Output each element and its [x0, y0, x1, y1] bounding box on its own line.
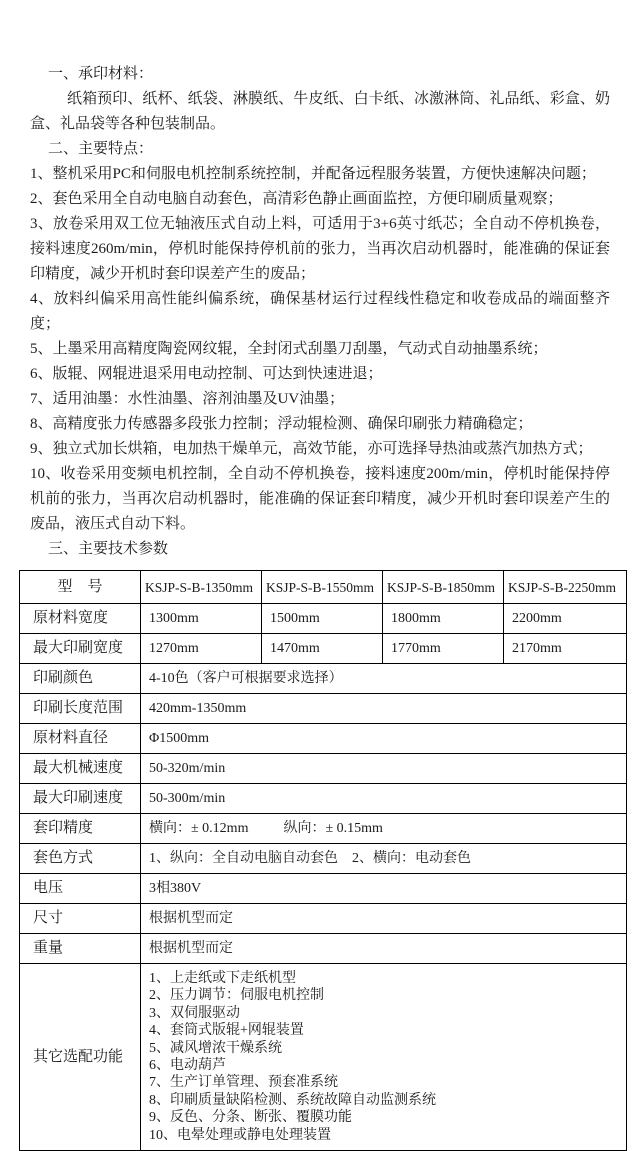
spec-value: 1770mm — [383, 634, 504, 664]
option-item-10: 10、电晕处理或静电处理装置 — [149, 1127, 331, 1143]
section3-heading: 三、主要技术参数 — [48, 541, 169, 557]
spec-label: 电压 — [20, 874, 141, 904]
feature-item-1: 1、整机采用PC和伺服电机控制系统控制，并配备远程服务装置，方便快速解决问题； — [30, 166, 596, 182]
feature-item-2: 2、套色采用全自动电脑自动套色，高清彩色静止画面监控，方便印刷质量观察； — [30, 191, 563, 207]
spec-value: 横向：± 0.12mm 纵向：± 0.15mm — [141, 814, 627, 844]
model-name-2: KSJP-S-B-1550mm — [262, 571, 383, 604]
spec-label: 印刷长度范围 — [20, 694, 141, 724]
option-item-2: 2、压力调节：伺服电机控制 — [149, 988, 324, 1004]
feature-item-5: 5、上墨采用高精度陶瓷网纹辊，全封闭式刮墨刀刮墨，气动式自动抽墨系统； — [30, 341, 548, 357]
model-header-label: 型 号 — [20, 571, 141, 604]
voltage-row — [20, 874, 627, 904]
feature-item-9: 9、独立式加长烘箱，电加热干燥单元，高效节能，亦可选择导热油或蒸汽加热方式； — [30, 441, 593, 457]
raw-material-diameter-row — [20, 724, 627, 754]
spec-value: 50-300m/min — [141, 784, 627, 814]
model-header-row — [20, 571, 627, 604]
spec-label: 最大印刷宽度 — [20, 634, 141, 664]
feature-item-4: 4、放料纠偏采用高性能纠偏系统，确保基材运行过程线性稳定和收卷成品的端面整齐度； — [30, 291, 610, 332]
spec-value: 420mm-1350mm — [141, 694, 627, 724]
option-item-8: 8、印刷质量缺陷检测、系统故障自动监测系统 — [149, 1092, 436, 1108]
print-colors-row — [20, 664, 627, 694]
feature-item-3: 3、放卷采用双工位无轴液压式自动上料，可适用于3+6英寸纸芯；全自动不停机换卷，接料速度260m/min，停机时能保持停机前的张力，当再次启动机器时，能准确的保证套印精度，减少开机时套印误差产生的废品； — [30, 216, 610, 282]
print-length-range-row — [20, 694, 627, 724]
option-item-7: 7、生产订单管理、预套准系统 — [149, 1075, 338, 1091]
spec-value: 1470mm — [262, 634, 383, 664]
option-item-1: 1、上走纸或下走纸机型 — [149, 971, 296, 986]
spec-table — [19, 570, 627, 1151]
option-item-9: 9、反色、分条、断张、覆膜功能 — [149, 1110, 352, 1126]
spec-value: 1500mm — [262, 604, 383, 634]
section2-heading: 二、主要特点： — [48, 141, 154, 157]
spec-label: 原材料直径 — [20, 724, 141, 754]
spec-value: 2200mm — [504, 604, 627, 634]
max-print-width-row — [20, 634, 627, 664]
max-mechanical-speed-row — [20, 754, 627, 784]
weight-row — [20, 934, 627, 964]
spec-label: 原材料宽度 — [20, 604, 141, 634]
feature-item-10: 10、收卷采用变频电机控制，全自动不停机换卷，接料速度200m/min，停机时能保持停机前的张力，当再次启动机器时，能准确的保证套印精度，减少开机时套印误差产生的废品，液压式自动下料。 — [30, 466, 610, 532]
dimensions-row — [20, 904, 627, 934]
spec-value: 4-10色（客户可根据要求选择） — [141, 664, 627, 694]
spec-value: 根据机型而定 — [141, 934, 627, 964]
spec-label: 套印精度 — [20, 814, 141, 844]
spec-value: 2170mm — [504, 634, 627, 664]
spec-value: 1270mm — [141, 634, 262, 664]
spec-value: 根据机型而定 — [141, 904, 627, 934]
model-name-3: KSJP-S-B-1850mm — [383, 571, 504, 604]
section1-paragraph: 纸箱预印、纸杯、纸袋、淋膜纸、牛皮纸、白卡纸、冰激淋筒、礼品纸、彩盒、奶盒、礼品袋等各种包装制品。 — [30, 91, 610, 132]
feature-item-8: 8、高精度张力传感器多段张力控制；浮动辊检测、确保印刷张力精确稳定； — [30, 416, 533, 432]
model-name-4: KSJP-S-B-2250mm — [504, 571, 627, 604]
spec-label: 重量 — [20, 934, 141, 964]
register-method-row — [20, 844, 627, 874]
optional-functions-cell — [141, 964, 627, 1151]
spec-value: 50-320m/min — [141, 754, 627, 784]
option-item-5: 5、减风增浓干燥系统 — [149, 1040, 282, 1056]
optional-functions-row — [20, 964, 627, 1151]
spec-value: 1800mm — [383, 604, 504, 634]
spec-label: 其它选配功能 — [20, 964, 141, 1151]
spec-value: 1、纵向：全自动电脑自动套色 2、横向：电动套色 — [141, 844, 627, 874]
spec-value: Φ1500mm — [141, 724, 627, 754]
spec-label: 最大印刷速度 — [20, 784, 141, 814]
option-item-4: 4、套筒式版辊+网辊装置 — [149, 1023, 304, 1039]
spec-label: 尺寸 — [20, 904, 141, 934]
option-item-3: 3、双伺服驱动 — [149, 1005, 240, 1021]
spec-value: 1300mm — [141, 604, 262, 634]
section1-heading: 一、承印材料： — [48, 66, 154, 82]
feature-item-6: 6、版辊、网辊进退采用电动控制、可达到快速进退； — [30, 366, 383, 382]
option-item-6: 6、电动葫芦 — [149, 1058, 226, 1074]
register-accuracy-row — [20, 814, 627, 844]
spec-label: 印刷颜色 — [20, 664, 141, 694]
spec-value: 3相380V — [141, 874, 627, 904]
spec-label: 套色方式 — [20, 844, 141, 874]
raw-material-width-row — [20, 604, 627, 634]
feature-item-7: 7、适用油墨：水性油墨、溶剂油墨及UV油墨； — [30, 391, 345, 407]
spec-label: 最大机械速度 — [20, 754, 141, 784]
max-print-speed-row — [20, 784, 627, 814]
model-name-1: KSJP-S-B-1350mm — [141, 571, 262, 604]
